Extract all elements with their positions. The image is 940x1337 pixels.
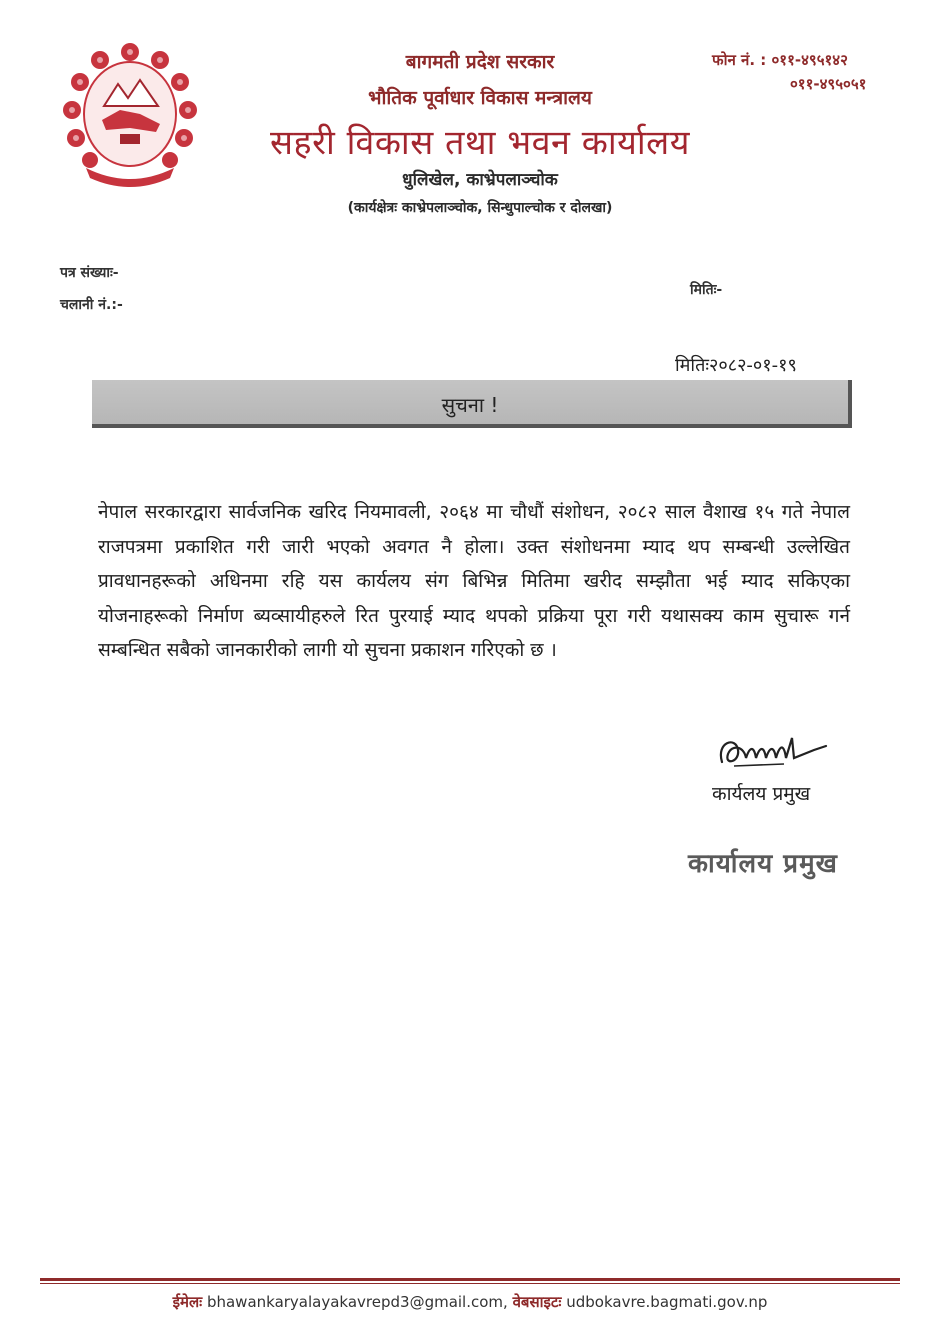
letter-number-label: पत्र संख्याः- bbox=[60, 265, 119, 281]
ministry-name: भौतिक पूर्वाधार विकास मन्त्रालय bbox=[368, 87, 592, 109]
email-address: bhawankaryalayakavrepd3@gmail.com, bbox=[206, 1293, 508, 1311]
footer-divider bbox=[40, 1278, 900, 1281]
website-address: udbokavre.bagmati.gov.np bbox=[566, 1293, 768, 1311]
notice-title: सुचना ! bbox=[441, 393, 499, 417]
notice-title-bar bbox=[92, 380, 852, 428]
office-name: सहरी विकास तथा भवन कार्यालय bbox=[270, 123, 690, 163]
dispatch-number-label: चलानी नं.:- bbox=[60, 297, 123, 313]
office-address: धुलिखेल, काभ्रेपलाञ्चोक bbox=[402, 170, 558, 190]
handwritten-signature-icon bbox=[714, 732, 834, 772]
footer-contact bbox=[0, 1292, 940, 1312]
date-label: मितिः- bbox=[690, 282, 723, 298]
notice-body: नेपाल सरकारद्वारा सार्वजनिक खरिद नियमावली, २०६४ मा चौधौं संशोधन, २०८२ साल वैशाख १५ गते नेपाल राजपत्रमा प्रकाशित गरी जारी भएको अवगत नै होला। उक्त संशोधनमा म्याद थप सम्बन्धी उल्लेखित प्रावधानहरूको अधिनमा रहि यस कार्यलय संग बिभिन्न मितिमा खरीद सम्झौता भई म्याद सकिएका योजनाहरूको निर्माण ब्यव्सायीहरुले रित पुरयाई म्याद थपको प्रक्रिया पूरा गरी यथासक्य काम सुचारू गर्न सम्बन्धित सबैको जानकारीको लागी यो सुचना प्रकाशन गरिएको छ । bbox=[98, 501, 850, 661]
email-label: ईमेलः bbox=[172, 1293, 203, 1311]
phone-line-1: फोन नं. : ०११-४९५१४२ bbox=[712, 51, 848, 69]
province-name: बागमती प्रदेश सरकार bbox=[405, 51, 555, 73]
work-area: (कार्यक्षेत्रः काभ्रेपलाञ्चोक, सिन्धुपाल्चोक र दोलखा) bbox=[347, 200, 613, 216]
website-label: वेबसाइटः bbox=[512, 1293, 562, 1311]
notice-date: मितिः२०८२-०१-१९ bbox=[675, 355, 797, 376]
signer-title: कार्यलय प्रमुख bbox=[712, 783, 811, 805]
phone-line-2: ०११-४९५०५१ bbox=[790, 75, 867, 93]
office-chief-stamp: कार्यालय प्रमुख bbox=[688, 849, 838, 879]
footer-divider-thin bbox=[40, 1283, 900, 1284]
